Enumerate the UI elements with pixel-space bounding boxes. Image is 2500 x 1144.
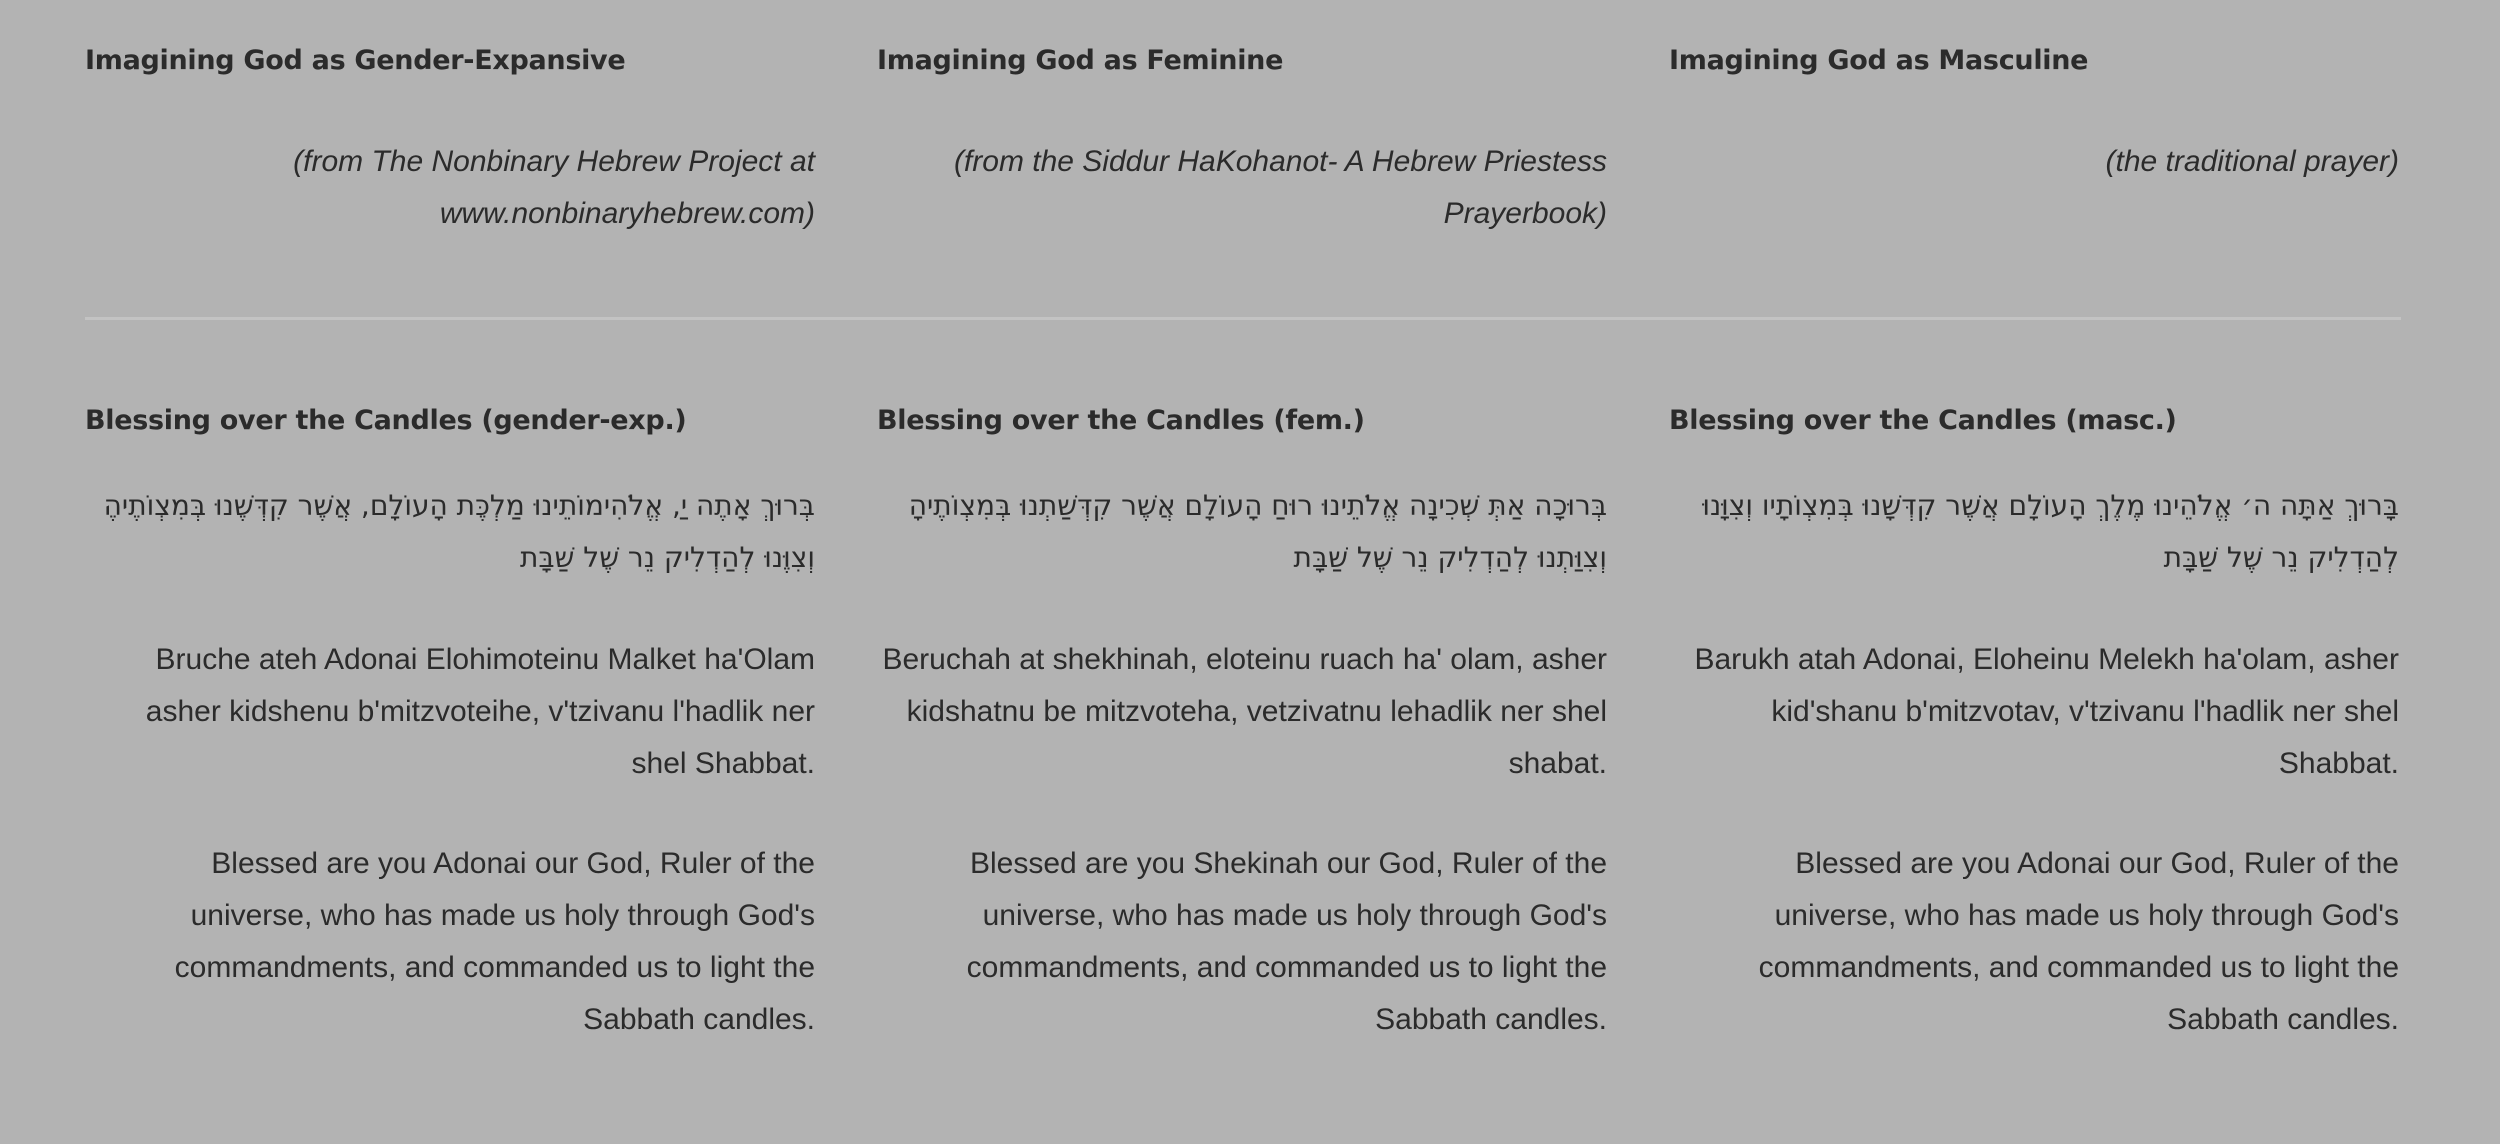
hebrew-text: בְּרוּךְ אָתֶה יַ, אֱלֹהִימוֹתֵינוּ מַלְכֶּת הָעוֹלָם, אֲשֶׁר קִדְּשֶׁנוּ בְּמִצְוֹתֶיהֶ וְצִוֶּנוּ לְהַדְלִיק נֵר שֶׁל שַׁבָּת <box>103 489 815 574</box>
hebrew-text: בָּרוּךְ אַתָּה ה׳ אֱלֹהֵינוּ מֶלֶךְ הָעוֹלָם אֲשֶׁר קִדְּשָׁנוּ בְּמִצְוֹתָיו וְצִוָּנוּ לְהַדְלִיק נֵר שֶׁל שַׁבָּת <box>1702 489 2399 574</box>
hebrew-text: בְּרוּכָה אַתְּ שְׁכִינָה אֱלֹתֵינוּ רוּחַ הָעוֹלָם אֲשֶׁר קִדְּשַׁתְנוּ בְּמִצְוֹתֶיהָ וְצִוַּתְנוּ לְהַדְלִיק נֵר שֶׁל שַׁבָּת <box>908 489 1607 574</box>
column-feminine <box>877 44 1607 240</box>
column-heading: Imagining God as Feminine <box>877 45 1284 76</box>
column-heading: Imagining God as Gender-Expansive <box>85 45 626 76</box>
column-gender-expansive <box>85 44 815 240</box>
transliteration-text: Beruchah at shekhinah, eloteinu ruach ha' olam, asher kidshatnu be mitzvoteha, vetzivatnu lehadlik ner shel shabat. <box>882 643 1607 780</box>
header-row <box>85 0 2401 240</box>
blessing-masculine <box>1669 404 2399 1046</box>
section-divider <box>85 317 2401 320</box>
english-translation: Blessed are you Adonai our God, Ruler of the universe, who has made us holy through God's commandments, and commanded us to light the Sabbath candles. <box>174 847 815 1036</box>
column-heading: Imagining God as Masculine <box>1669 45 2089 76</box>
source-note: (from The Nonbinary Hebrew Project at www.nonbinaryhebrew.com) <box>293 145 815 230</box>
comparison-page <box>85 0 2401 1144</box>
source-note: (the traditional prayer) <box>2105 145 2399 178</box>
blessing-heading: Blessing over the Candles (gender-exp.) <box>85 405 687 436</box>
transliteration-text: Bruche ateh Adonai Elohimoteinu Malket ha'Olam asher kidshenu b'mitzvoteihe, v'tzivanu l'hadlik ner shel Shabbat. <box>145 643 815 780</box>
english-translation: Blessed are you Shekinah our God, Ruler of the universe, who has made us holy through God's commandments, and commanded us to light the Sabbath candles. <box>966 847 1607 1036</box>
source-note: (from the Siddur HaKohanot- A Hebrew Priestess Prayerbook) <box>953 145 1607 230</box>
transliteration-text: Barukh atah Adonai, Eloheinu Melekh ha'olam, asher kid'shanu b'mitzvotav, v'tzivanu l'hadlik ner shel Shabbat. <box>1694 643 2399 780</box>
blessing-row <box>85 404 2399 1046</box>
column-masculine <box>1669 44 2399 240</box>
blessing-heading: Blessing over the Candles (masc.) <box>1669 405 2177 436</box>
blessing-heading: Blessing over the Candles (fem.) <box>877 405 1365 436</box>
english-translation: Blessed are you Adonai our God, Ruler of the universe, who has made us holy through God's commandments, and commanded us to light the Sabbath candles. <box>1758 847 2399 1036</box>
blessing-gender-expansive <box>85 404 815 1046</box>
blessing-feminine <box>877 404 1607 1046</box>
